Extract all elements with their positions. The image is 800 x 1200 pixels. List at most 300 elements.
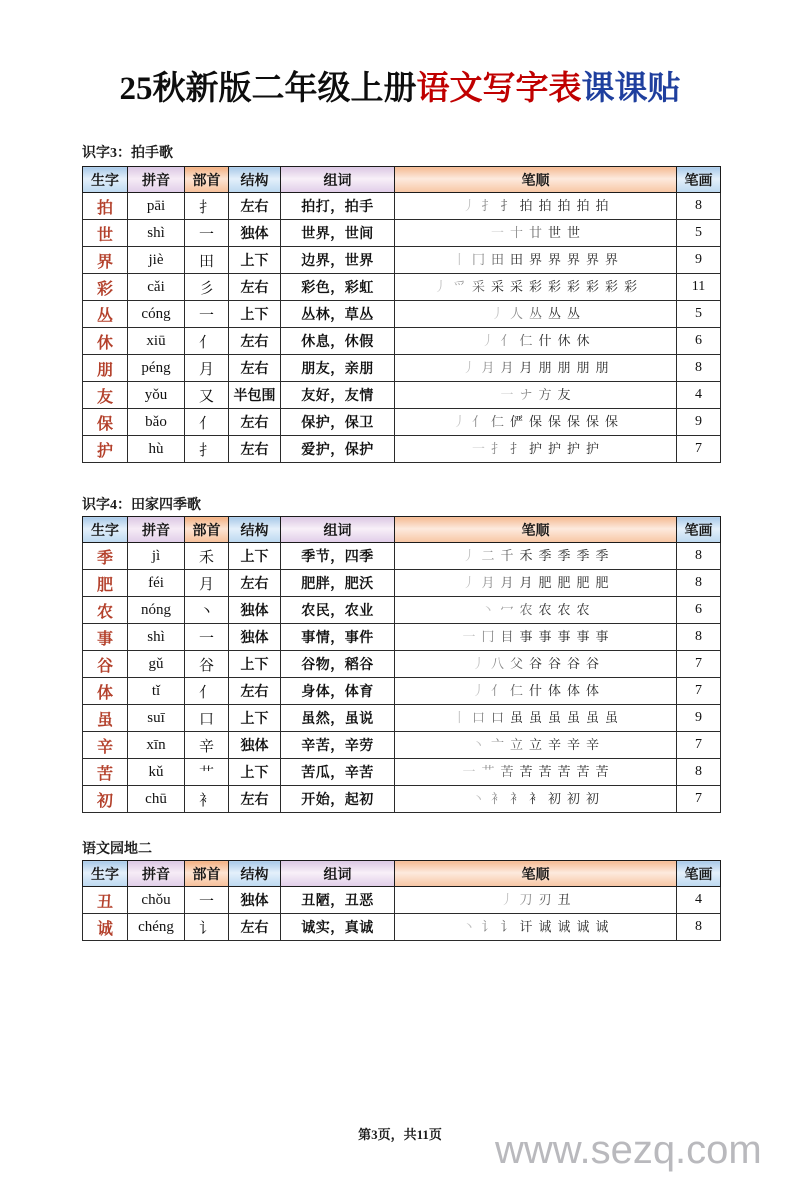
stroke-order-sequence xyxy=(500,384,576,403)
section-label-3: 语文园地二 xyxy=(82,842,152,857)
cell-pinyin: féi xyxy=(128,570,185,597)
col-header-zuci: 组词 xyxy=(281,167,395,193)
cell-words: 休息，休假 xyxy=(281,328,395,355)
stroke-step: 刀 xyxy=(519,892,536,907)
stroke-step: 月 xyxy=(519,360,536,375)
stroke-step: 拍 xyxy=(557,198,574,213)
cell-stroke-order xyxy=(395,328,677,355)
stroke-order-sequence xyxy=(462,761,614,780)
table-row xyxy=(83,355,721,382)
cell-character: 季 xyxy=(83,543,128,570)
cell-character: 虽 xyxy=(83,705,128,732)
cell-character: 界 xyxy=(83,247,128,274)
cell-stroke-order xyxy=(395,409,677,436)
stroke-step: 丶 xyxy=(481,602,498,617)
stroke-step: 一 xyxy=(490,225,507,240)
cell-words: 谷物，稻谷 xyxy=(281,651,395,678)
cell-character: 朋 xyxy=(83,355,128,382)
cell-words: 保护，保卫 xyxy=(281,409,395,436)
stroke-step: 体 xyxy=(567,683,584,698)
table-row xyxy=(83,220,721,247)
col-header-zuci: 组词 xyxy=(281,517,395,543)
stroke-step: 丨 xyxy=(452,710,469,725)
cell-radical: 一 xyxy=(185,624,229,651)
cell-stroke-order xyxy=(395,678,677,705)
stroke-step: 仁 xyxy=(490,414,507,429)
stroke-step: 采 xyxy=(509,279,526,294)
stroke-step: 丿 xyxy=(471,683,488,698)
stroke-step: 丿 xyxy=(490,306,507,321)
col-header-zi: 生字 xyxy=(83,517,128,543)
cell-stroke-order xyxy=(395,887,677,914)
stroke-step: 诚 xyxy=(557,919,574,934)
stroke-step: 辛 xyxy=(567,737,584,752)
stroke-step: 护 xyxy=(586,441,603,456)
stroke-step: 衤 xyxy=(528,791,545,806)
stroke-step: 艹 xyxy=(481,764,498,779)
stroke-step: 亠 xyxy=(490,737,507,752)
stroke-step: 丛 xyxy=(567,306,584,321)
cell-structure: 独体 xyxy=(229,887,281,914)
cell-character: 苦 xyxy=(83,759,128,786)
cell-stroke-order xyxy=(395,247,677,274)
stroke-step: 诚 xyxy=(538,919,555,934)
stroke-step: 诚 xyxy=(595,919,612,934)
stroke-order-sequence xyxy=(472,653,605,672)
cell-structure: 左右 xyxy=(229,786,281,813)
col-header-bihua: 笔画 xyxy=(677,517,721,543)
cell-stroke-count: 8 xyxy=(677,759,721,786)
cell-pinyin: péng xyxy=(128,355,185,382)
cell-stroke-order xyxy=(395,759,677,786)
cell-structure: 左右 xyxy=(229,570,281,597)
cell-pinyin: cǎi xyxy=(128,274,185,301)
stroke-step: 立 xyxy=(528,737,545,752)
cell-structure: 上下 xyxy=(229,301,281,328)
cell-stroke-count: 8 xyxy=(677,543,721,570)
cell-stroke-order xyxy=(395,705,677,732)
stroke-step: 辛 xyxy=(548,737,565,752)
cell-stroke-order xyxy=(395,914,677,941)
stroke-step: 界 xyxy=(528,252,545,267)
col-header-bishun: 笔顺 xyxy=(395,861,677,887)
stroke-step: 千 xyxy=(500,548,517,563)
stroke-step: 体 xyxy=(586,683,603,698)
stroke-step: 彩 xyxy=(605,279,622,294)
stroke-step: 丿 xyxy=(462,548,479,563)
cell-character: 初 xyxy=(83,786,128,813)
cell-radical: 亻 xyxy=(185,328,229,355)
cell-stroke-count: 6 xyxy=(677,328,721,355)
cell-stroke-order xyxy=(395,220,677,247)
cell-radical: 彡 xyxy=(185,274,229,301)
cell-structure: 左右 xyxy=(229,436,281,463)
stroke-step: 月 xyxy=(519,575,536,590)
stroke-step: 刃 xyxy=(538,892,555,907)
cell-stroke-order xyxy=(395,355,677,382)
cell-words: 虽然，虽说 xyxy=(281,705,395,732)
stroke-step: 亻 xyxy=(490,683,507,698)
stroke-step: 虽 xyxy=(548,710,565,725)
col-header-pinyin: 拼音 xyxy=(128,167,185,193)
stroke-step: 讠 xyxy=(500,919,517,934)
stroke-step: 朋 xyxy=(576,360,593,375)
stroke-step: 冂 xyxy=(481,629,498,644)
cell-words: 事情，事件 xyxy=(281,624,395,651)
table-row xyxy=(83,409,721,436)
cell-stroke-count: 7 xyxy=(677,786,721,813)
stroke-step: 丶 xyxy=(462,919,479,934)
cell-structure: 左右 xyxy=(229,193,281,220)
cell-radical: 一 xyxy=(185,887,229,914)
stroke-step: 冂 xyxy=(471,252,488,267)
stroke-step: 休 xyxy=(576,333,593,348)
cell-character: 诚 xyxy=(83,914,128,941)
cell-structure: 左右 xyxy=(229,914,281,941)
stroke-order-sequence xyxy=(434,276,643,295)
stroke-step: 谷 xyxy=(548,656,565,671)
cell-stroke-count: 8 xyxy=(677,624,721,651)
cell-stroke-count: 4 xyxy=(677,887,721,914)
cell-pinyin: chéng xyxy=(128,914,185,941)
cell-pinyin: yǒu xyxy=(128,382,185,409)
table-row xyxy=(83,651,721,678)
col-header-bushou: 部首 xyxy=(185,861,229,887)
cell-words: 拍打，拍手 xyxy=(281,193,395,220)
stroke-order-sequence xyxy=(481,599,595,618)
table-row xyxy=(83,705,721,732)
cell-radical: 一 xyxy=(185,301,229,328)
stroke-step: 农 xyxy=(576,602,593,617)
cell-radical: 亻 xyxy=(185,409,229,436)
stroke-step: 护 xyxy=(548,441,565,456)
cell-stroke-order xyxy=(395,436,677,463)
stroke-step: 父 xyxy=(509,656,526,671)
cell-character: 农 xyxy=(83,597,128,624)
cell-stroke-order xyxy=(395,193,677,220)
col-header-zuci: 组词 xyxy=(281,861,395,887)
stroke-step: 护 xyxy=(528,441,545,456)
cell-pinyin: shì xyxy=(128,624,185,651)
stroke-step: 苦 xyxy=(538,764,555,779)
stroke-step: 禾 xyxy=(519,548,536,563)
stroke-step: 二 xyxy=(481,548,498,563)
cell-structure: 半包围 xyxy=(229,382,281,409)
character-table-2 xyxy=(82,516,721,813)
stroke-step: 苦 xyxy=(519,764,536,779)
cell-pinyin: suī xyxy=(128,705,185,732)
stroke-step: 世 xyxy=(548,225,565,240)
cell-pinyin: hù xyxy=(128,436,185,463)
table-header-row xyxy=(83,167,721,193)
cell-character: 世 xyxy=(83,220,128,247)
stroke-step: 丨 xyxy=(452,252,469,267)
stroke-step: 扌 xyxy=(490,441,507,456)
stroke-step: 仁 xyxy=(519,333,536,348)
stroke-order-sequence xyxy=(462,572,614,591)
stroke-step: 丿 xyxy=(462,198,479,213)
cell-pinyin: chū xyxy=(128,786,185,813)
stroke-step: 丿 xyxy=(481,333,498,348)
cell-radical: 辛 xyxy=(185,732,229,759)
cell-stroke-order xyxy=(395,651,677,678)
cell-character: 肥 xyxy=(83,570,128,597)
stroke-step: 世 xyxy=(567,225,584,240)
stroke-step: 一 xyxy=(462,764,479,779)
stroke-step: 月 xyxy=(500,575,517,590)
cell-words: 丛林，草丛 xyxy=(281,301,395,328)
cell-radical: 亻 xyxy=(185,678,229,705)
cell-stroke-count: 9 xyxy=(677,409,721,436)
stroke-step: 季 xyxy=(538,548,555,563)
stroke-step: 保 xyxy=(548,414,565,429)
stroke-step: 初 xyxy=(548,791,565,806)
stroke-order-sequence xyxy=(462,626,614,645)
cell-character: 辛 xyxy=(83,732,128,759)
col-header-bushou: 部首 xyxy=(185,517,229,543)
cell-words: 苦瓜，辛苦 xyxy=(281,759,395,786)
cell-stroke-order xyxy=(395,570,677,597)
col-header-pinyin: 拼音 xyxy=(128,517,185,543)
table-row xyxy=(83,328,721,355)
stroke-step: 八 xyxy=(490,656,507,671)
table-row xyxy=(83,274,721,301)
cell-radical: 艹 xyxy=(185,759,229,786)
stroke-order-sequence xyxy=(453,249,624,268)
stroke-step: 衤 xyxy=(509,791,526,806)
stroke-step: 彩 xyxy=(624,279,641,294)
cell-words: 开始，起初 xyxy=(281,786,395,813)
cell-stroke-count: 7 xyxy=(677,651,721,678)
site-watermark: www.sezq.com xyxy=(495,1128,762,1172)
stroke-step: 初 xyxy=(586,791,603,806)
stroke-step: 人 xyxy=(509,306,526,321)
cell-pinyin: xīn xyxy=(128,732,185,759)
cell-pinyin: shì xyxy=(128,220,185,247)
cell-character: 谷 xyxy=(83,651,128,678)
stroke-step: 亻 xyxy=(500,333,517,348)
cell-stroke-order xyxy=(395,732,677,759)
stroke-step: 目 xyxy=(500,629,517,644)
stroke-step: 冖 xyxy=(500,602,517,617)
cell-structure: 独体 xyxy=(229,220,281,247)
cell-pinyin: cóng xyxy=(128,301,185,328)
stroke-step: 采 xyxy=(490,279,507,294)
stroke-step: 农 xyxy=(538,602,555,617)
table-row xyxy=(83,786,721,813)
stroke-step: 界 xyxy=(548,252,565,267)
stroke-step: 界 xyxy=(586,252,603,267)
stroke-step: 休 xyxy=(557,333,574,348)
cell-stroke-order xyxy=(395,624,677,651)
cell-radical: 口 xyxy=(185,705,229,732)
stroke-step: 苦 xyxy=(595,764,612,779)
stroke-order-sequence xyxy=(472,734,605,753)
col-header-jiegou: 结构 xyxy=(229,517,281,543)
stroke-step: 朋 xyxy=(557,360,574,375)
cell-structure: 上下 xyxy=(229,543,281,570)
cell-structure: 上下 xyxy=(229,759,281,786)
cell-words: 友好，友情 xyxy=(281,382,395,409)
cell-stroke-order xyxy=(395,274,677,301)
stroke-step: 谷 xyxy=(528,656,545,671)
table-row xyxy=(83,382,721,409)
cell-pinyin: tǐ xyxy=(128,678,185,705)
stroke-step: 一 xyxy=(500,387,517,402)
col-header-jiegou: 结构 xyxy=(229,861,281,887)
cell-pinyin: pāi xyxy=(128,193,185,220)
stroke-step: 口 xyxy=(471,710,488,725)
stroke-step: 肥 xyxy=(557,575,574,590)
cell-structure: 上下 xyxy=(229,705,281,732)
stroke-step: 十 xyxy=(509,225,526,240)
table-row xyxy=(83,887,721,914)
stroke-step: 廿 xyxy=(528,225,545,240)
stroke-step: 事 xyxy=(519,629,536,644)
stroke-step: 丿 xyxy=(452,414,469,429)
cell-words: 辛苦，辛劳 xyxy=(281,732,395,759)
table-body-1 xyxy=(83,193,721,463)
cell-character: 友 xyxy=(83,382,128,409)
table-row xyxy=(83,193,721,220)
cell-pinyin: jì xyxy=(128,543,185,570)
cell-radical: 扌 xyxy=(185,193,229,220)
table-body-2 xyxy=(83,543,721,813)
cell-words: 季节，四季 xyxy=(281,543,395,570)
col-header-bihua: 笔画 xyxy=(677,167,721,193)
cell-radical: 一 xyxy=(185,220,229,247)
footer-page-info: 第3页，共11页 xyxy=(358,1127,442,1142)
stroke-step: 苦 xyxy=(557,764,574,779)
stroke-step: 什 xyxy=(528,683,545,698)
table-row xyxy=(83,570,721,597)
table-row xyxy=(83,624,721,651)
stroke-step: 保 xyxy=(528,414,545,429)
stroke-step: 丿 xyxy=(433,279,450,294)
table-row xyxy=(83,597,721,624)
stroke-step: 事 xyxy=(538,629,555,644)
stroke-step: 衤 xyxy=(490,791,507,806)
stroke-step: 初 xyxy=(567,791,584,806)
stroke-step: 肥 xyxy=(538,575,555,590)
table-header-row xyxy=(83,861,721,887)
stroke-step: 口 xyxy=(490,710,507,725)
stroke-step: 农 xyxy=(557,602,574,617)
col-header-bihua: 笔画 xyxy=(677,861,721,887)
cell-words: 身体，体育 xyxy=(281,678,395,705)
stroke-order-sequence xyxy=(453,411,624,430)
stroke-order-sequence xyxy=(462,195,614,214)
stroke-step: 月 xyxy=(500,360,517,375)
stroke-step: 亻 xyxy=(471,414,488,429)
cell-stroke-order xyxy=(395,786,677,813)
stroke-step: 虽 xyxy=(528,710,545,725)
table-row xyxy=(83,678,721,705)
cell-radical: 又 xyxy=(185,382,229,409)
cell-character: 彩 xyxy=(83,274,128,301)
title-part-black: 25秋新版二年级上册 xyxy=(119,71,417,107)
stroke-order-sequence xyxy=(472,438,605,457)
cell-stroke-count: 7 xyxy=(677,678,721,705)
stroke-step: 丶 xyxy=(471,791,488,806)
stroke-step: 拍 xyxy=(538,198,555,213)
stroke-step: 仁 xyxy=(509,683,526,698)
stroke-order-sequence xyxy=(472,680,605,699)
cell-structure: 上下 xyxy=(229,247,281,274)
cell-words: 朋友，亲朋 xyxy=(281,355,395,382)
cell-structure: 独体 xyxy=(229,624,281,651)
stroke-step: 彩 xyxy=(586,279,603,294)
stroke-step: 丿 xyxy=(500,892,517,907)
stroke-step: 方 xyxy=(538,387,555,402)
col-header-bushou: 部首 xyxy=(185,167,229,193)
cell-stroke-count: 9 xyxy=(677,705,721,732)
stroke-order-sequence xyxy=(462,357,614,376)
table-row xyxy=(83,759,721,786)
table-row xyxy=(83,301,721,328)
cell-pinyin: gǔ xyxy=(128,651,185,678)
cell-pinyin: nóng xyxy=(128,597,185,624)
cell-character: 休 xyxy=(83,328,128,355)
stroke-step: 丶 xyxy=(471,737,488,752)
cell-character: 保 xyxy=(83,409,128,436)
stroke-step: 保 xyxy=(567,414,584,429)
stroke-step: 田 xyxy=(490,252,507,267)
stroke-step: 保 xyxy=(605,414,622,429)
col-header-jiegou: 结构 xyxy=(229,167,281,193)
stroke-step: 谷 xyxy=(567,656,584,671)
cell-stroke-count: 9 xyxy=(677,247,721,274)
stroke-step: 肥 xyxy=(576,575,593,590)
stroke-step: 扌 xyxy=(509,441,526,456)
cell-radical: 衤 xyxy=(185,786,229,813)
cell-stroke-count: 5 xyxy=(677,220,721,247)
cell-words: 肥胖，肥沃 xyxy=(281,570,395,597)
page-title xyxy=(0,62,800,109)
stroke-order-sequence xyxy=(462,916,614,935)
stroke-step: 界 xyxy=(567,252,584,267)
stroke-step: 田 xyxy=(509,252,526,267)
character-table-1 xyxy=(82,166,721,463)
stroke-order-sequence xyxy=(491,222,586,241)
section-label-2: 识字4：田家四季歌 xyxy=(82,498,201,513)
stroke-step: 虽 xyxy=(567,710,584,725)
stroke-step: 丑 xyxy=(557,892,574,907)
table-row xyxy=(83,247,721,274)
stroke-step: 彩 xyxy=(567,279,584,294)
cell-stroke-count: 8 xyxy=(677,914,721,941)
cell-stroke-count: 8 xyxy=(677,570,721,597)
table-row xyxy=(83,543,721,570)
cell-radical: 田 xyxy=(185,247,229,274)
cell-stroke-count: 11 xyxy=(677,274,721,301)
stroke-step: 一 xyxy=(462,629,479,644)
cell-stroke-count: 4 xyxy=(677,382,721,409)
stroke-step: 诚 xyxy=(576,919,593,934)
stroke-step: 一 xyxy=(471,441,488,456)
stroke-step: 体 xyxy=(548,683,565,698)
col-header-zi: 生字 xyxy=(83,167,128,193)
stroke-order-sequence xyxy=(453,707,624,726)
cell-words: 彩色，彩虹 xyxy=(281,274,395,301)
cell-stroke-order xyxy=(395,543,677,570)
cell-radical: 月 xyxy=(185,355,229,382)
stroke-step: 虽 xyxy=(586,710,603,725)
stroke-step: 朋 xyxy=(538,360,555,375)
stroke-step: 界 xyxy=(605,252,622,267)
stroke-step: 丿 xyxy=(462,575,479,590)
cell-stroke-count: 8 xyxy=(677,193,721,220)
